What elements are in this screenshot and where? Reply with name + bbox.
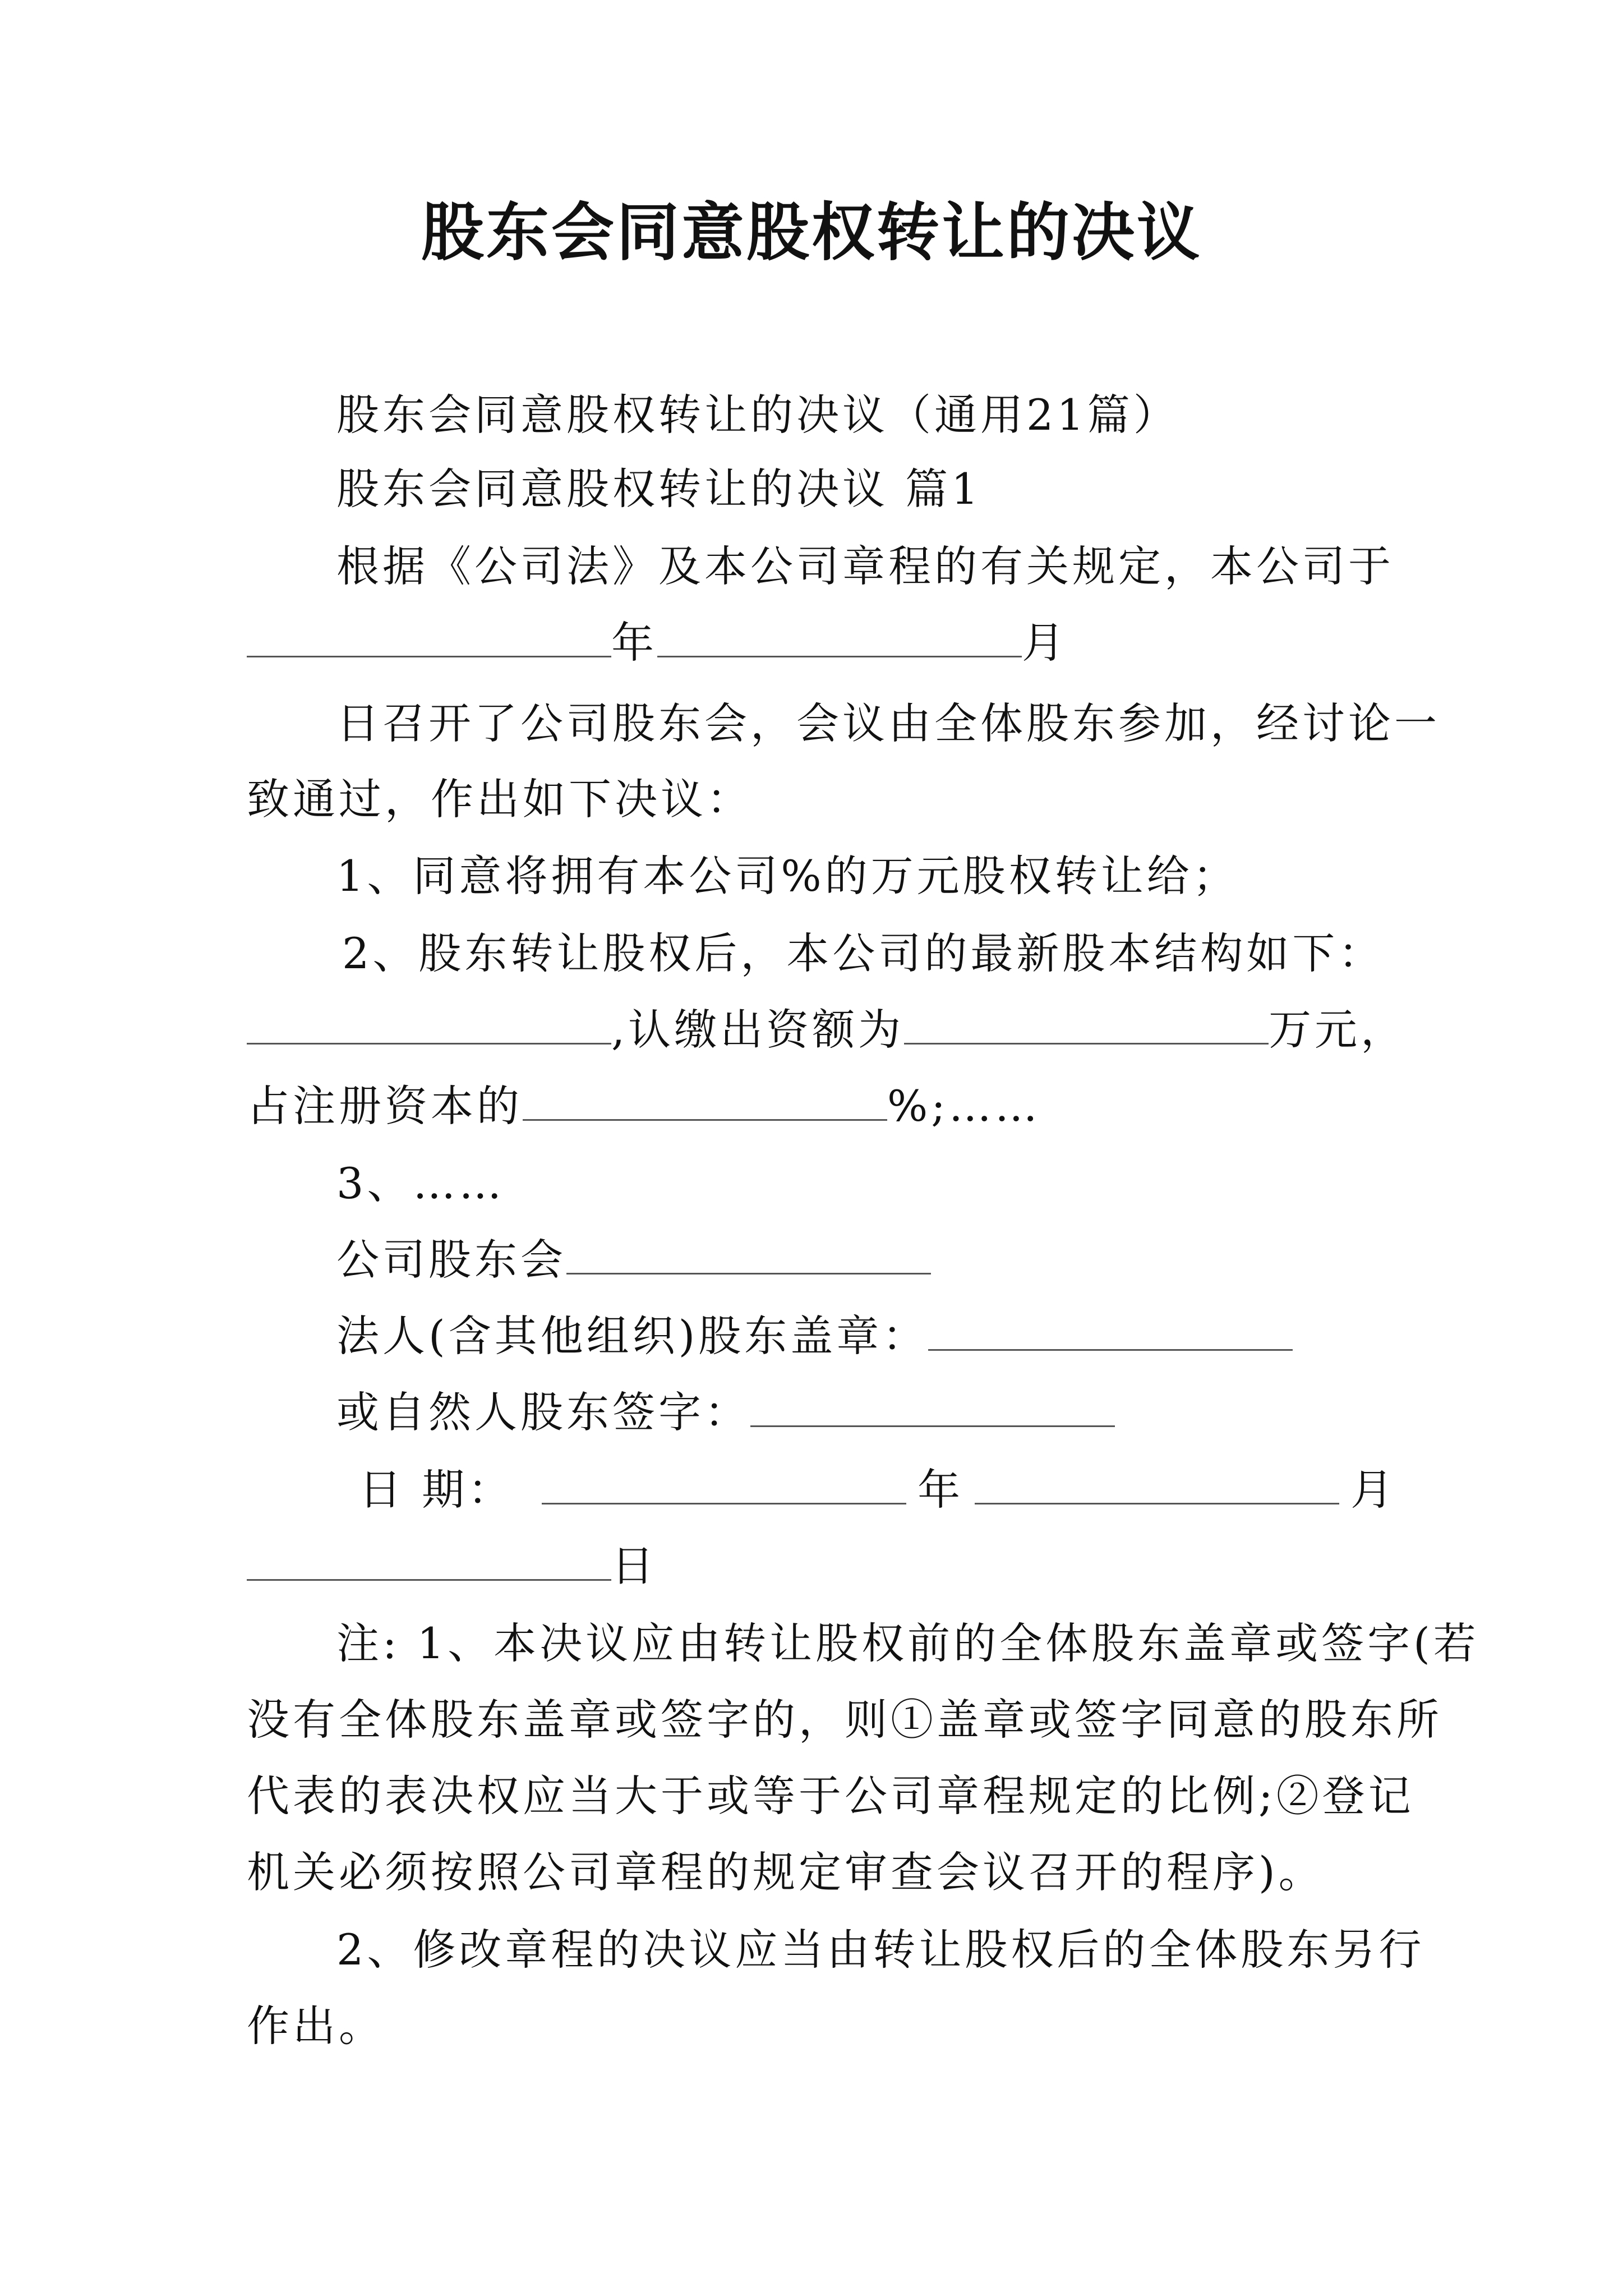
date-label: 日 期： — [359, 1465, 514, 1515]
resolution-item-3: 3、…… — [336, 1158, 505, 1208]
blank-month[interactable] — [657, 616, 1022, 657]
meeting-signature-line — [336, 1232, 931, 1288]
resolution-item-2-line-1: 2、股东转让股权后，本公司的最新股本结构如下： — [342, 928, 1385, 978]
date-month-label: 月 — [1350, 1465, 1397, 1515]
legal-person-seal-line — [336, 1308, 1293, 1364]
blank-date-day[interactable] — [247, 1540, 611, 1581]
registered-capital-label: 占注册资本的 — [247, 1081, 523, 1131]
paragraph-2-line-2: 致通过，作出如下决议： — [247, 774, 753, 824]
section-title: 股东会同意股权转让的决议 篇1 — [336, 464, 982, 514]
legal-seal-label: 法人(含其他组织)股东盖章： — [336, 1311, 929, 1361]
blank-natural-signature[interactable] — [750, 1386, 1115, 1427]
paragraph-2-line-1: 日召开了公司股东会，会议由全体股东参加，经讨论一 — [336, 698, 1440, 748]
blank-year[interactable] — [247, 616, 611, 657]
blank-meeting[interactable] — [566, 1234, 931, 1274]
month-label: 月 — [1022, 618, 1068, 668]
resolution-item-2-line-3 — [247, 1078, 1041, 1134]
resolution-item-2-line-2 — [247, 1002, 1407, 1058]
blank-shareholder-name[interactable] — [247, 1004, 611, 1045]
blank-date-month[interactable] — [975, 1464, 1339, 1504]
note-1-line-4: 机关必须按照公司章程的规定审查会议召开的程序)。 — [247, 1847, 1325, 1897]
resolution-item-1: 1、同意将拥有本公司%的万元股权转让给； — [336, 851, 1239, 901]
date-day-label: 日 — [611, 1541, 657, 1591]
subscribed-capital-label: ,认缴出资额为 — [611, 1005, 905, 1055]
paragraph-1-date-line — [247, 615, 1068, 671]
date-day-line — [247, 1538, 657, 1594]
document-title: 股东会同意股权转让的决议 — [421, 196, 1202, 269]
note-1-line-3: 代表的表决权应当大于或等于公司章程规定的比例;②登记 — [247, 1771, 1414, 1821]
note-1-line-2: 没有全体股东盖章或签字的，则①盖章或签字同意的股东所 — [247, 1695, 1442, 1745]
date-year-label: 年 — [917, 1465, 964, 1515]
date-line — [359, 1462, 1396, 1518]
note-2-line-2: 作出。 — [247, 2001, 385, 2051]
natural-sign-label: 或自然人股东签字： — [336, 1387, 750, 1437]
paragraph-1-line-1: 根据《公司法》及本公司章程的有关规定，本公司于 — [336, 541, 1394, 591]
year-label: 年 — [611, 618, 657, 668]
blank-subscribed-amount[interactable] — [904, 1004, 1269, 1045]
meeting-label: 公司股东会 — [336, 1235, 566, 1285]
subtitle: 股东会同意股权转让的决议（通用21篇） — [336, 390, 1179, 440]
note-2-line-1: 2、修改章程的决议应当由转让股权后的全体股东另行 — [336, 1925, 1425, 1975]
percent-suffix: %;…… — [887, 1081, 1041, 1131]
blank-date-year[interactable] — [542, 1464, 906, 1504]
natural-person-sign-line — [336, 1384, 1115, 1441]
blank-capital-percent[interactable] — [523, 1080, 887, 1121]
ten-thousand-yuan-label: 万元， — [1269, 1005, 1407, 1055]
blank-legal-seal[interactable] — [928, 1310, 1293, 1351]
note-1-line-1: 注: 1、本决议应由转让股权前的全体股东盖章或签字(若 — [336, 1618, 1479, 1668]
